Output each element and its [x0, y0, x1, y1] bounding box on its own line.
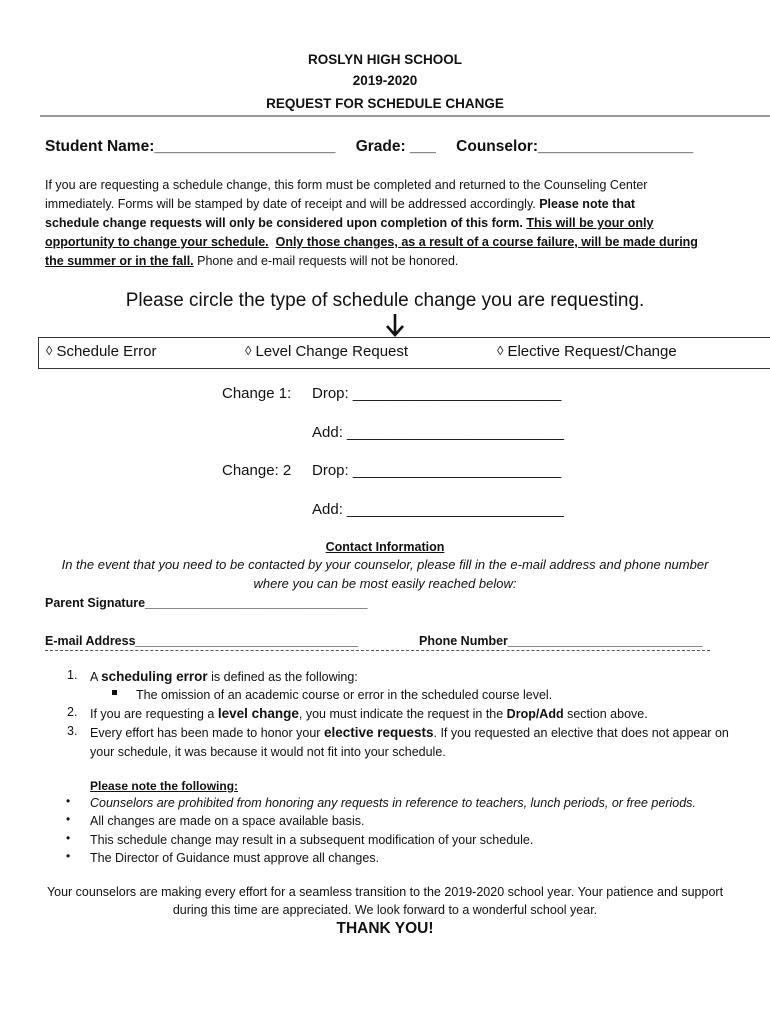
intro-bold: schedule change requests will only be considered upon completion of this form.: [45, 216, 527, 230]
form-title: REQUEST FOR SCHEDULE CHANGE: [266, 96, 504, 111]
change-2-add-field[interactable]: Add: __________________________: [312, 501, 564, 518]
option-elective[interactable]: [497, 343, 677, 360]
arrow-down-icon: [384, 312, 406, 338]
intro-line-4: [45, 233, 745, 252]
diamond-icon: ◊: [46, 343, 53, 358]
change-2-drop-field[interactable]: Drop: _________________________: [312, 462, 562, 479]
option-label: Schedule Error: [56, 343, 157, 360]
circle-prompt: Please circle the type of schedule change you are requesting.: [125, 290, 645, 311]
list-text: Every effort has been made to honor your: [90, 726, 324, 740]
list-number: 1.: [67, 668, 78, 682]
bullet-icon: •: [66, 849, 71, 863]
list-text: A: [90, 670, 102, 684]
grade-field[interactable]: Grade: ___: [355, 138, 436, 155]
bullet-icon: •: [66, 812, 71, 826]
change-1-add-field[interactable]: Add: __________________________: [312, 424, 564, 441]
contact-instructions-1: In the event that you need to be contacted by your counselor, please fill in the e-mail address and phone number: [61, 557, 709, 572]
bullet-icon: •: [66, 794, 71, 808]
header-divider: [40, 115, 770, 117]
list-item-2: [90, 705, 750, 724]
intro-line-5: [45, 252, 745, 271]
list-bold: scheduling error: [101, 669, 208, 684]
note-item-4: The Director of Guidance must approve all changes.: [90, 851, 380, 865]
intro-bold-underline: opportunity to change your schedule.: [45, 235, 269, 249]
diamond-icon: ◊: [245, 343, 252, 358]
list-bold: Drop/Add: [506, 707, 564, 721]
note-item-1: Counselors are prohibited from honoring any requests in reference to teachers, lunch periods, or free periods.: [90, 796, 696, 810]
list-bold: elective requests: [323, 725, 434, 740]
intro-bold-underline: Only those changes, as a result of a course failure, will be made during: [275, 235, 698, 249]
list-text: If you are requesting a: [90, 707, 218, 721]
bullet-icon: •: [66, 831, 71, 845]
intro-text: Phone and e-mail requests will not be honored.: [193, 254, 459, 268]
list-text: section above.: [563, 707, 648, 721]
option-label: Level Change Request: [255, 343, 409, 360]
change-1-label: Change 1:: [222, 385, 292, 402]
phone-field[interactable]: Phone Number____________________________: [419, 634, 703, 648]
intro-line-3: [45, 214, 745, 233]
list-text: , you must indicate the request in the: [298, 707, 507, 721]
change-1-drop-field[interactable]: Drop: _________________________: [312, 385, 562, 402]
student-name-field[interactable]: Student Name:_____________________: [45, 138, 336, 155]
list-text: is defined as the following:: [207, 670, 358, 684]
intro-text: immediately. Forms will be stamped by date of receipt and will be addressed accordingly.: [45, 197, 540, 211]
note-item-2: All changes are made on a space available basis.: [90, 814, 365, 828]
closing-line-2: during this time are appreciated. We look forward to a wonderful school year.: [172, 903, 598, 917]
list-text: . If you requested an elective that does not appear on: [433, 726, 729, 740]
note-item-3: This schedule change may result in a subsequent modification of your schedule.: [90, 833, 534, 847]
diamond-icon: ◊: [497, 343, 504, 358]
school-year: 2019-2020: [352, 73, 418, 88]
counselor-field[interactable]: Counselor:__________________: [456, 138, 694, 155]
option-level-change[interactable]: [245, 343, 408, 360]
list-item-3: [90, 724, 750, 761]
list-number: 2.: [67, 705, 78, 719]
notes-title: Please note the following:: [90, 779, 239, 793]
student-info-row: [45, 138, 693, 156]
intro-line-1: If you are requesting a schedule change, this form must be completed and returned to the Counseling Center: [45, 178, 648, 192]
intro-bold-underline: This will be your only: [526, 216, 654, 230]
parent-signature-field[interactable]: Parent Signature________________________________: [45, 596, 368, 610]
closing-line-1: Your counselors are making every effort for a seamless transition to the 2019-2020 school year. Your patience and support: [46, 885, 724, 899]
contact-instructions-2: where you can be most easily reached below:: [253, 576, 517, 591]
intro-line-2: [45, 195, 745, 214]
change-2-label: Change: 2: [222, 462, 292, 479]
contact-title: Contact Information: [325, 540, 445, 554]
option-label: Elective Request/Change: [507, 343, 677, 360]
email-field[interactable]: E-mail Address________________________________: [45, 634, 359, 648]
intro-paragraph: [45, 176, 745, 271]
square-bullet-icon: [112, 690, 117, 695]
list-number: 3.: [67, 724, 78, 738]
intro-bold: Please note that: [539, 197, 636, 211]
option-schedule-error[interactable]: [46, 343, 157, 360]
list-bold: level change: [217, 706, 299, 721]
school-name: ROSLYN HIGH SCHOOL: [307, 52, 463, 67]
section-divider: [45, 650, 710, 651]
thank-you: THANK YOU!: [336, 920, 434, 937]
intro-bold-underline: the summer or in the fall.: [45, 254, 194, 268]
list-subitem: The omission of an academic course or error in the scheduled course level.: [136, 688, 553, 702]
list-text: your schedule, it was because it would not fit into your schedule.: [90, 744, 446, 759]
list-item-1: [90, 668, 750, 687]
